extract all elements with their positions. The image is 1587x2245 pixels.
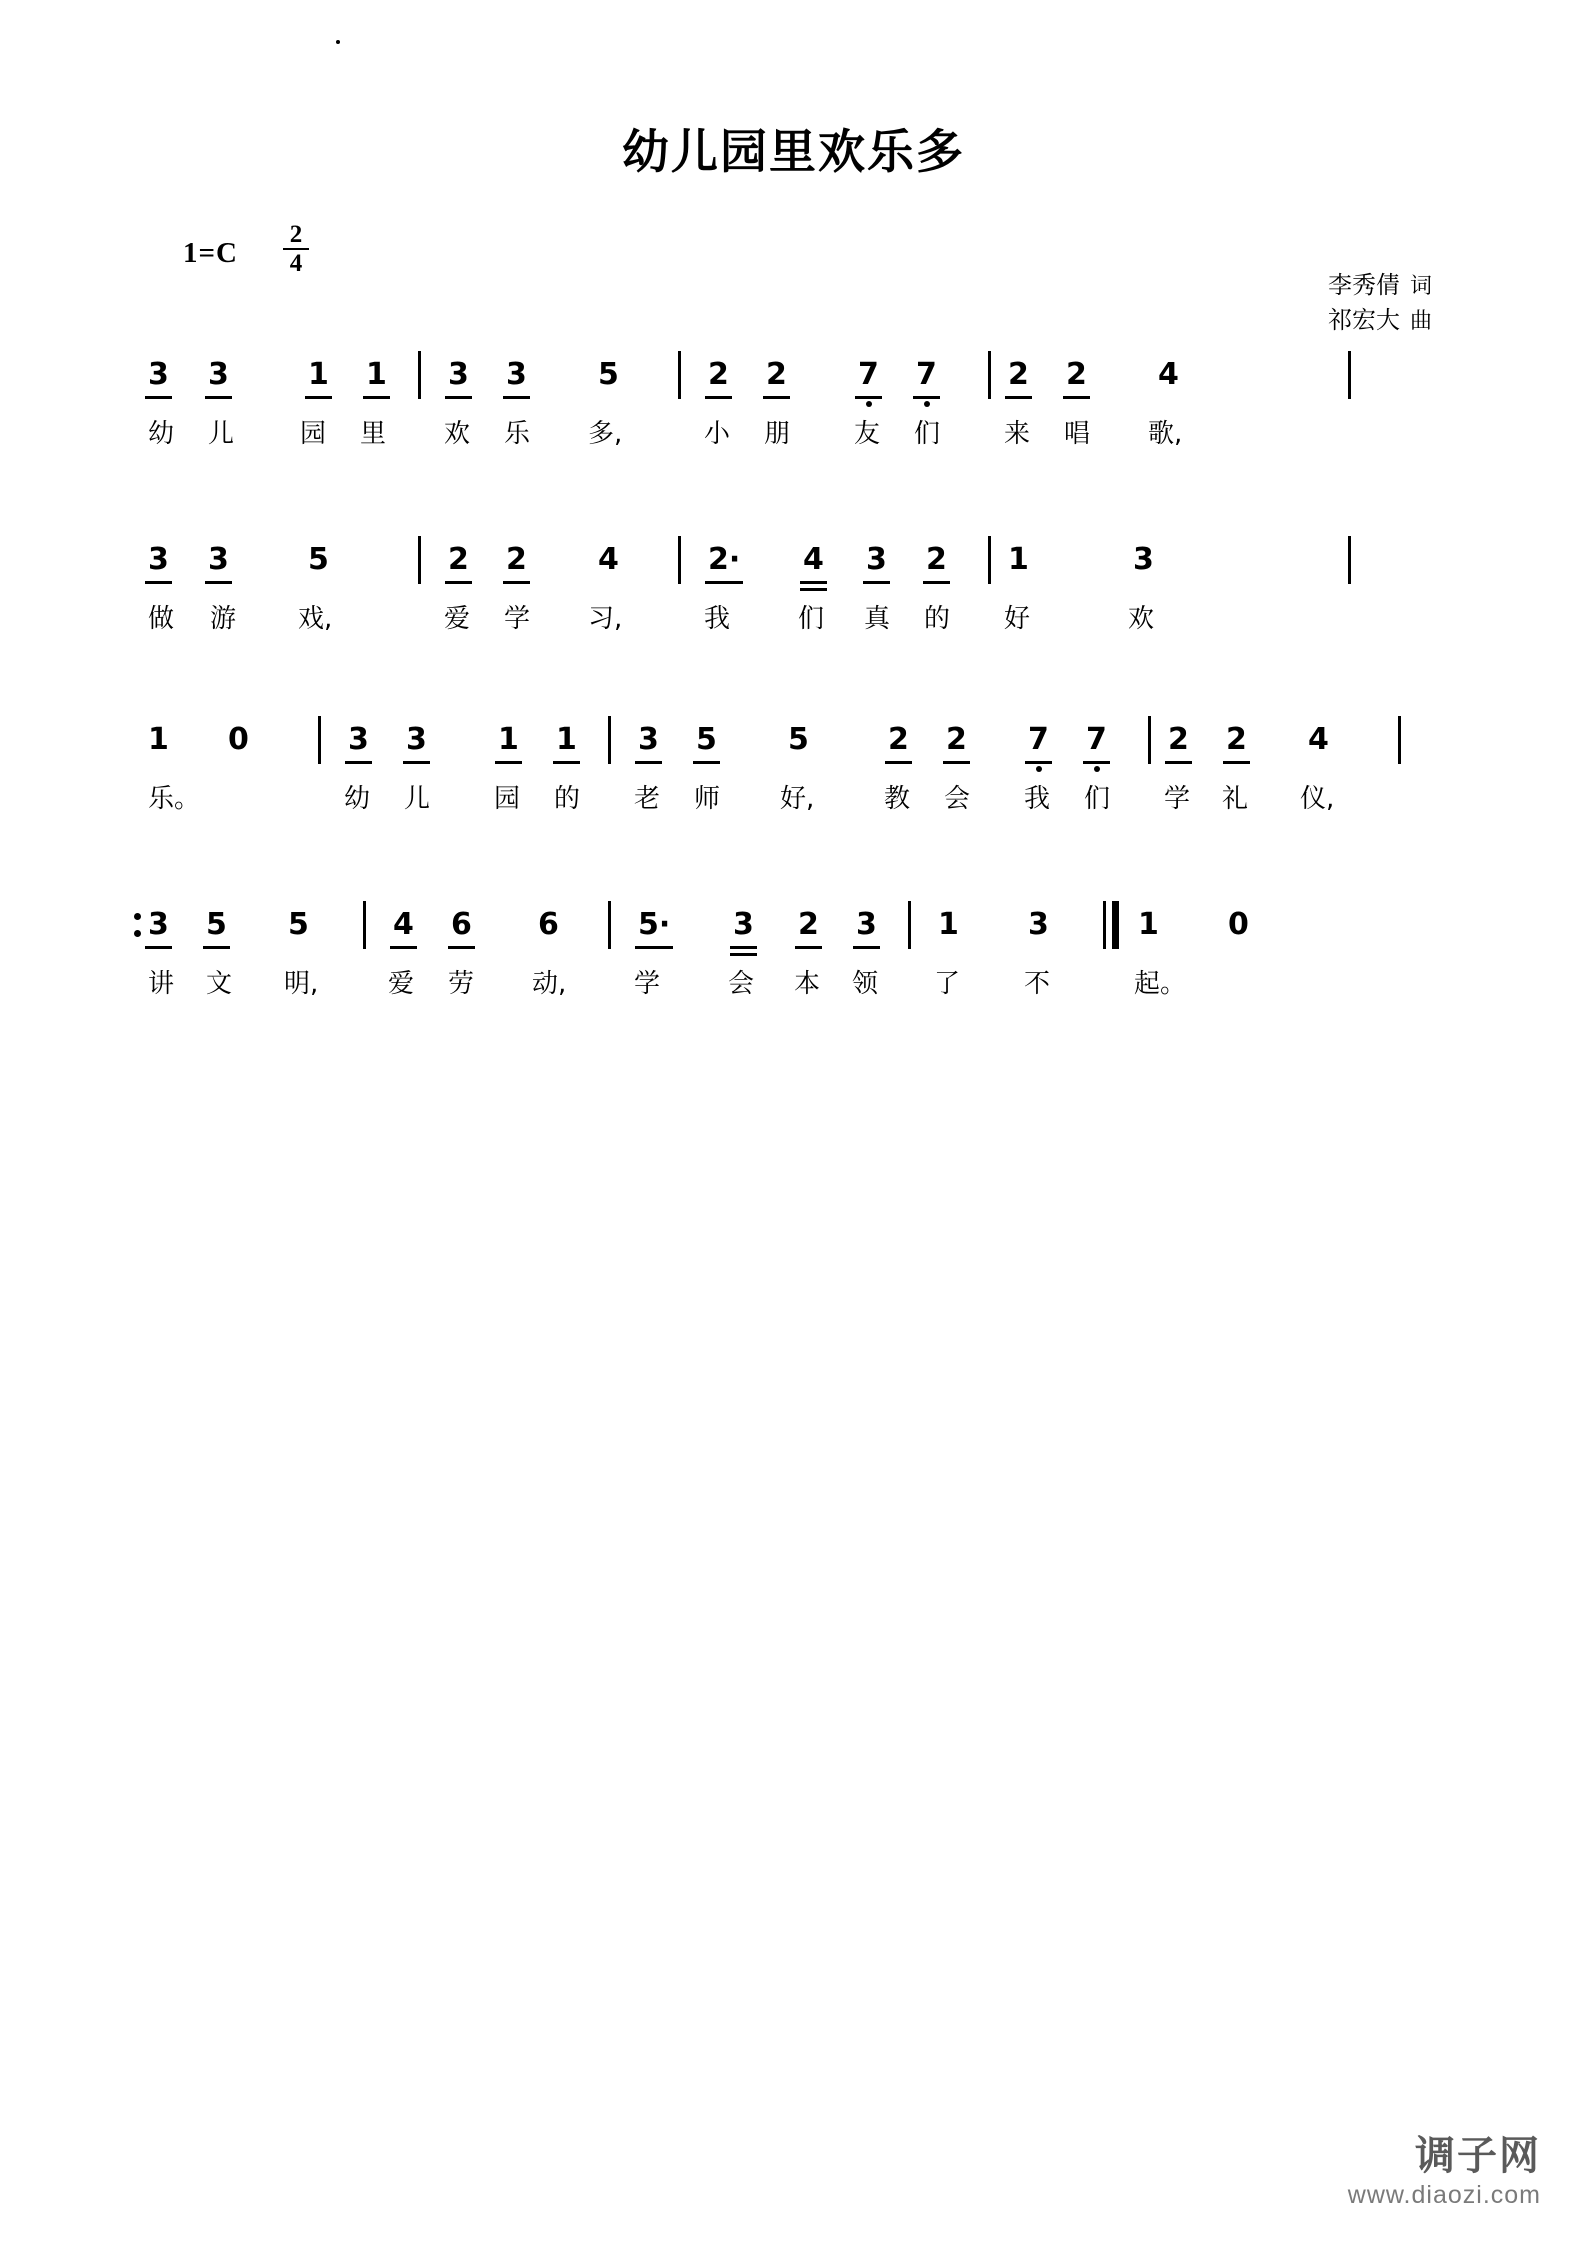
note: 5 bbox=[788, 722, 809, 757]
lyric-syllable: 我 bbox=[1024, 784, 1051, 814]
lyric-syllable: 园 bbox=[300, 419, 327, 449]
music-system-2 bbox=[148, 540, 1438, 690]
note: 5 bbox=[206, 905, 227, 945]
watermark-url: www.diaozi.com bbox=[1347, 2180, 1541, 2209]
lyric-syllable: 乐 bbox=[504, 419, 531, 449]
lyric-syllable: 来 bbox=[1004, 419, 1031, 449]
lyric-syllable: 我 bbox=[704, 604, 731, 634]
note: 2 bbox=[888, 720, 909, 760]
note: 2 bbox=[798, 905, 819, 945]
barline bbox=[988, 351, 991, 399]
lyric-syllable: 学 bbox=[634, 969, 661, 999]
note: 4 bbox=[1158, 357, 1179, 392]
lyric-syllable: 幼 bbox=[148, 419, 175, 449]
note: 2 bbox=[1066, 355, 1087, 395]
note: 5 bbox=[308, 542, 329, 577]
barline bbox=[318, 716, 321, 764]
credits bbox=[1328, 268, 1432, 338]
lyric-row-3 bbox=[148, 782, 1438, 830]
lyric-syllable: 礼 bbox=[1222, 784, 1249, 814]
lyric-row-1 bbox=[148, 417, 1438, 465]
lyric-syllable: 文 bbox=[206, 969, 233, 999]
note-row-4 bbox=[148, 905, 1438, 967]
octave-dot-low bbox=[1036, 766, 1042, 772]
barline bbox=[908, 901, 911, 949]
note: 3 bbox=[148, 355, 169, 395]
lyric-syllable: 起。 bbox=[1134, 969, 1187, 999]
note: 3 bbox=[148, 540, 169, 580]
note: 1 bbox=[1008, 542, 1029, 577]
note: 1 bbox=[1138, 907, 1159, 942]
key-signature: 1=C bbox=[183, 237, 238, 269]
lyric-syllable: 领 bbox=[852, 969, 879, 999]
note: 0 bbox=[228, 722, 249, 757]
lyric-syllable: 们 bbox=[798, 604, 825, 634]
lyric-syllable: 会 bbox=[728, 969, 755, 999]
lyric-syllable: 明, bbox=[284, 969, 319, 999]
note: 0 bbox=[1228, 907, 1249, 942]
barline bbox=[678, 351, 681, 399]
lyric-syllable: 做 bbox=[148, 604, 175, 634]
lyric-syllable: 幼 bbox=[344, 784, 371, 814]
lyric-syllable: 好, bbox=[780, 784, 815, 814]
note: 5 bbox=[598, 357, 619, 392]
watermark-site-name: 调子网 bbox=[1415, 2132, 1541, 2179]
lyric-syllable: 教 bbox=[884, 784, 911, 814]
lyric-syllable: 多, bbox=[588, 419, 623, 449]
note: 3 bbox=[866, 540, 887, 580]
barline bbox=[988, 536, 991, 584]
octave-dot-low bbox=[1094, 766, 1100, 772]
note: 2 bbox=[766, 355, 787, 395]
note: 7 bbox=[916, 355, 937, 395]
note: 2 bbox=[448, 540, 469, 580]
time-signature bbox=[283, 222, 309, 276]
note: 3 bbox=[506, 355, 527, 395]
note: 4 bbox=[1308, 722, 1329, 757]
barline bbox=[418, 536, 421, 584]
barline bbox=[418, 351, 421, 399]
lyric-row-4 bbox=[148, 967, 1438, 1015]
barline bbox=[1348, 351, 1351, 399]
note: 1 bbox=[366, 355, 387, 395]
note-row-1 bbox=[148, 355, 1438, 417]
note: 3 bbox=[638, 720, 659, 760]
note: 5· bbox=[638, 905, 670, 945]
lyric-syllable: 好 bbox=[1004, 604, 1031, 634]
lyric-syllable: 们 bbox=[1084, 784, 1111, 814]
note: 7 bbox=[1028, 720, 1049, 760]
note: 3 bbox=[856, 905, 877, 945]
barline bbox=[608, 901, 611, 949]
note: 3 bbox=[448, 355, 469, 395]
time-signature-denominator: 4 bbox=[289, 250, 303, 277]
note: 2 bbox=[708, 355, 729, 395]
note: 3 bbox=[1133, 542, 1154, 577]
barline bbox=[1148, 716, 1151, 764]
note: 1 bbox=[498, 720, 519, 760]
page-artifact-dot bbox=[336, 40, 340, 44]
lyric-syllable: 学 bbox=[1164, 784, 1191, 814]
lyric-syllable: 们 bbox=[914, 419, 941, 449]
note: 5 bbox=[288, 907, 309, 942]
note: 6 bbox=[538, 907, 559, 942]
lyric-syllable: 的 bbox=[924, 604, 951, 634]
lyric-syllable: 欢 bbox=[444, 419, 471, 449]
note: 3 bbox=[1028, 907, 1049, 942]
lyric-syllable: 友 bbox=[854, 419, 881, 449]
lyricist-line bbox=[1328, 268, 1432, 303]
repeat-dots bbox=[134, 901, 144, 949]
note: 2 bbox=[946, 720, 967, 760]
music-system-1 bbox=[148, 355, 1438, 505]
note: 4 bbox=[598, 542, 619, 577]
lyric-syllable: 学 bbox=[504, 604, 531, 634]
lyric-syllable: 本 bbox=[794, 969, 821, 999]
lyric-syllable: 习, bbox=[588, 604, 623, 634]
lyric-syllable: 会 bbox=[944, 784, 971, 814]
music-system-3 bbox=[148, 720, 1438, 870]
note: 3 bbox=[348, 720, 369, 760]
note: 5 bbox=[696, 720, 717, 760]
octave-dot-low bbox=[924, 401, 930, 407]
note: 3 bbox=[208, 540, 229, 580]
note: 2 bbox=[926, 540, 947, 580]
note: 2 bbox=[1008, 355, 1029, 395]
barline bbox=[363, 901, 366, 949]
note: 1 bbox=[308, 355, 329, 395]
note: 6 bbox=[451, 905, 472, 945]
lyric-syllable: 爱 bbox=[388, 969, 415, 999]
note: 3 bbox=[148, 905, 169, 945]
lyric-syllable: 儿 bbox=[404, 784, 431, 814]
lyric-syllable: 不 bbox=[1024, 969, 1051, 999]
lyric-row-2 bbox=[148, 602, 1438, 650]
note: 7 bbox=[1086, 720, 1107, 760]
note: 4 bbox=[803, 540, 824, 580]
barline bbox=[1348, 536, 1351, 584]
note: 2 bbox=[1168, 720, 1189, 760]
lyric-syllable: 朋 bbox=[764, 419, 791, 449]
note: 3 bbox=[406, 720, 427, 760]
lyric-syllable: 歌, bbox=[1148, 419, 1183, 449]
note: 2 bbox=[506, 540, 527, 580]
lyric-syllable: 爱 bbox=[444, 604, 471, 634]
note: 2 bbox=[1226, 720, 1247, 760]
lyric-syllable: 动, bbox=[532, 969, 567, 999]
lyric-syllable: 乐。 bbox=[148, 784, 201, 814]
lyric-syllable: 园 bbox=[494, 784, 521, 814]
watermark bbox=[1348, 2134, 1541, 2210]
page-title: 幼儿园里欢乐多 bbox=[622, 125, 965, 180]
note: 3 bbox=[208, 355, 229, 395]
barline bbox=[678, 536, 681, 584]
lyric-syllable: 真 bbox=[864, 604, 891, 634]
note: 4 bbox=[393, 905, 414, 945]
barline bbox=[1398, 716, 1401, 764]
lyric-syllable: 了 bbox=[934, 969, 961, 999]
lyric-syllable: 仪, bbox=[1300, 784, 1335, 814]
lyric-syllable: 戏, bbox=[298, 604, 333, 634]
time-signature-numerator: 2 bbox=[283, 222, 309, 250]
note: 2· bbox=[708, 540, 740, 580]
note: 1 bbox=[556, 720, 577, 760]
note: 1 bbox=[938, 907, 959, 942]
lyricist-name: 李秀倩 bbox=[1327, 271, 1400, 299]
lyric-syllable: 师 bbox=[694, 784, 721, 814]
lyric-syllable: 唱 bbox=[1064, 419, 1091, 449]
composer-name: 祁宏大 bbox=[1327, 305, 1400, 334]
lyric-syllable: 里 bbox=[360, 419, 387, 449]
barline bbox=[608, 716, 611, 764]
note-row-3 bbox=[148, 720, 1438, 782]
lyric-syllable: 讲 bbox=[148, 969, 175, 999]
note: 3 bbox=[733, 905, 754, 945]
note-row-2 bbox=[148, 540, 1438, 602]
lyric-syllable: 的 bbox=[554, 784, 581, 814]
music-system-4 bbox=[148, 905, 1438, 1055]
octave-dot-low bbox=[866, 401, 872, 407]
composer-role: 曲 bbox=[1409, 308, 1432, 334]
lyricist-role: 词 bbox=[1409, 274, 1432, 299]
lyric-syllable: 老 bbox=[634, 784, 661, 814]
lyric-syllable: 劳 bbox=[448, 969, 475, 999]
note: 7 bbox=[858, 355, 879, 395]
lyric-syllable: 小 bbox=[704, 419, 731, 449]
lyric-syllable: 儿 bbox=[208, 419, 235, 449]
lyric-syllable: 游 bbox=[210, 604, 237, 634]
lyric-syllable: 欢 bbox=[1128, 604, 1155, 634]
note: 1 bbox=[148, 722, 169, 757]
composer-line bbox=[1328, 303, 1432, 338]
